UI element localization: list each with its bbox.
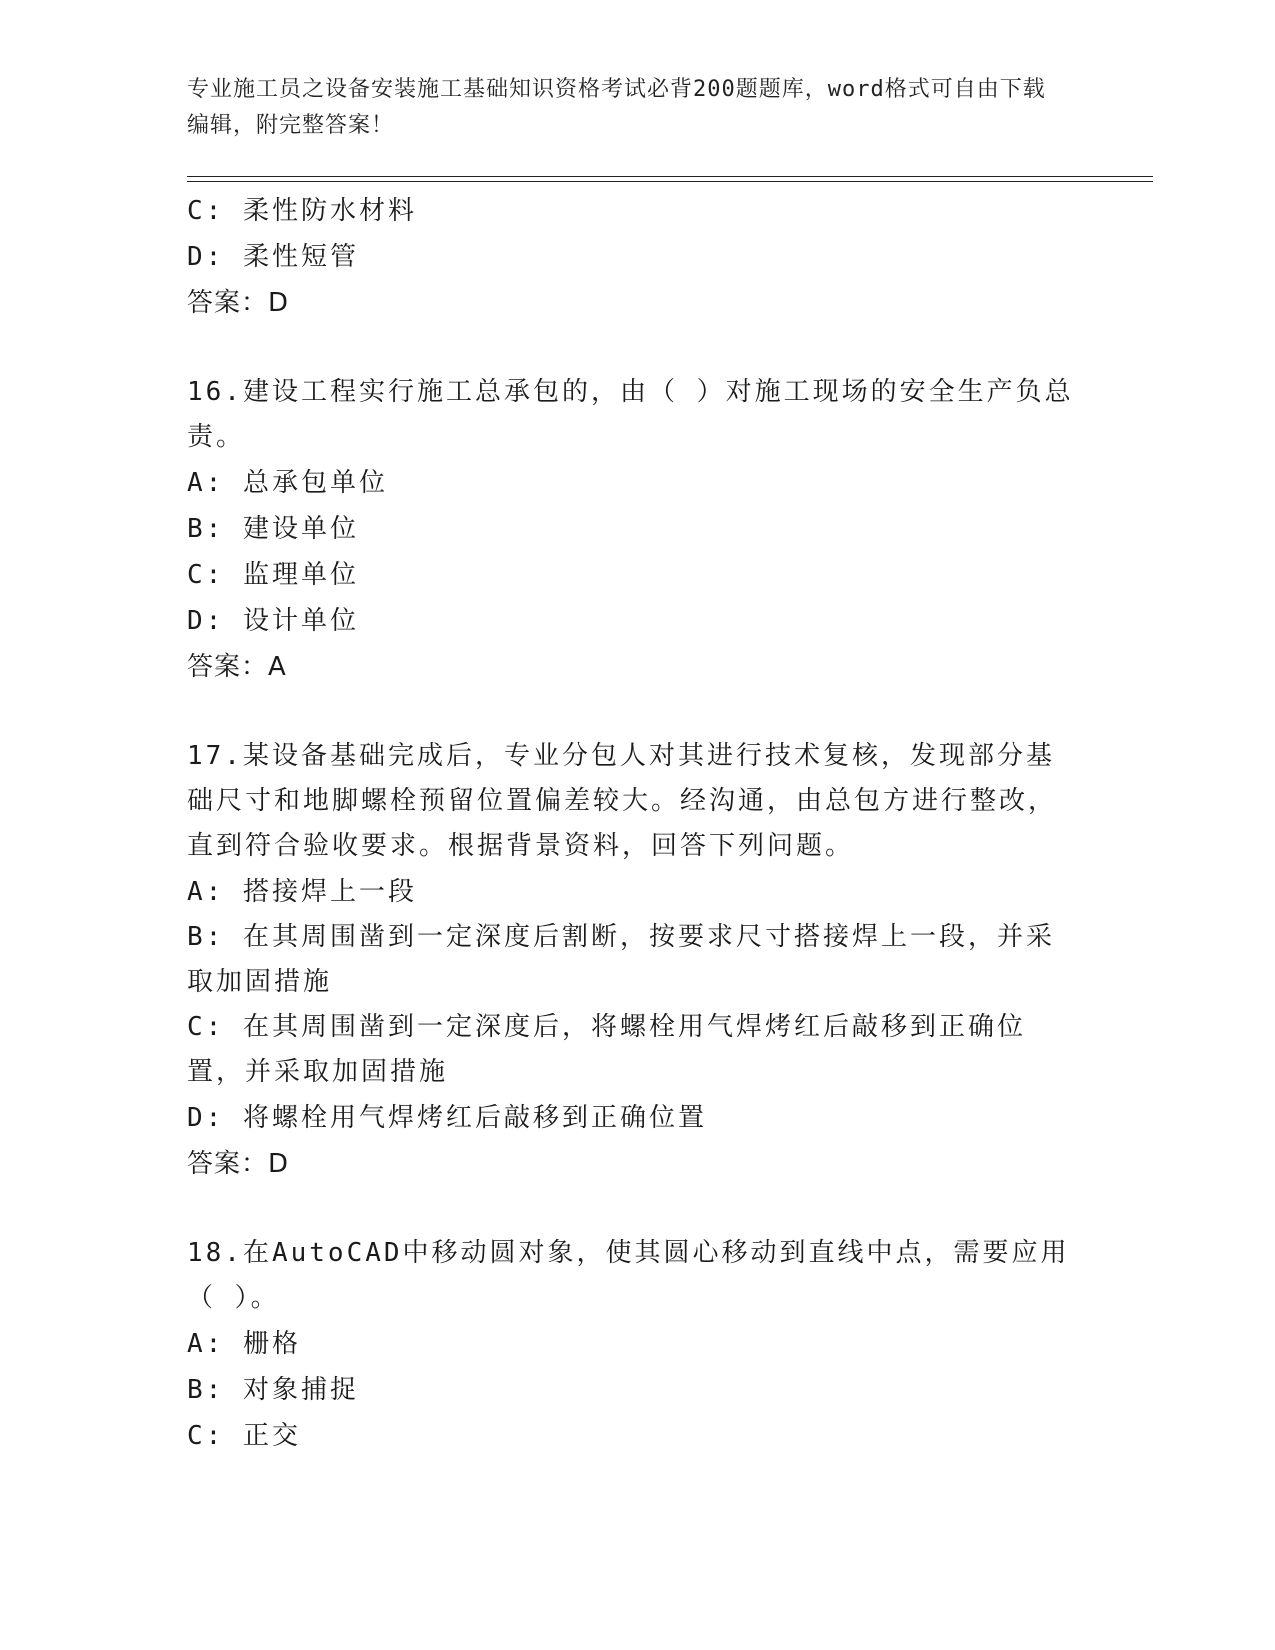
option-c: C: 监理单位	[187, 560, 359, 590]
question-16-stem: 16.建设工程实行施工总承包的，由（ ）对施工现场的安全生产负总责。	[187, 377, 1074, 452]
header-rule-top	[187, 176, 1153, 177]
answer-line: 答案：D	[187, 1149, 290, 1179]
option-a: A: 搭接焊上一段	[187, 877, 417, 907]
header-rule-bottom	[187, 181, 1153, 182]
option-c: C: 在其周围凿到一定深度后，将螺栓用气焊烤红后敲移到正确位置，并采取加固措施	[187, 1012, 1026, 1087]
answer-line: 答案：A	[187, 652, 287, 682]
option-d: D: 设计单位	[187, 606, 359, 636]
question-18-stem: 18.在AutoCAD中移动圆对象，使其圆心移动到直线中点，需要应用（ ）。	[187, 1238, 1070, 1313]
option-b: B: 对象捕捉	[187, 1375, 359, 1405]
option-d: D: 将螺栓用气焊烤红后敲移到正确位置	[187, 1103, 707, 1133]
spacer	[187, 326, 1077, 370]
question-17-stem: 17.某设备基础完成后，专业分包人对其进行技术复核，发现部分基础尺寸和地脚螺栓预留位置偏差较大。经沟通，由总包方进行整改，直到符合验收要求。根据背景资料，回答下列问题。	[187, 741, 1058, 861]
option-b: B: 在其周围凿到一定深度后割断，按要求尺寸搭接焊上一段，并采取加固措施	[187, 922, 1055, 997]
spacer	[187, 690, 1077, 734]
answer-line: 答案：D	[187, 288, 290, 318]
option-b: B: 建设单位	[187, 514, 359, 544]
option-d: D: 柔性短管	[187, 242, 359, 272]
option-c: C: 柔性防水材料	[187, 196, 417, 226]
question-content	[187, 188, 1077, 1459]
option-c: C: 正交	[187, 1421, 301, 1451]
option-a: A: 总承包单位	[187, 468, 388, 498]
option-a: A: 栅格	[187, 1329, 301, 1359]
spacer	[187, 1187, 1077, 1231]
document-header: 专业施工员之设备安装施工基础知识资格考试必背200题题库，word格式可自由下载编辑，附完整答案！	[187, 77, 1046, 138]
